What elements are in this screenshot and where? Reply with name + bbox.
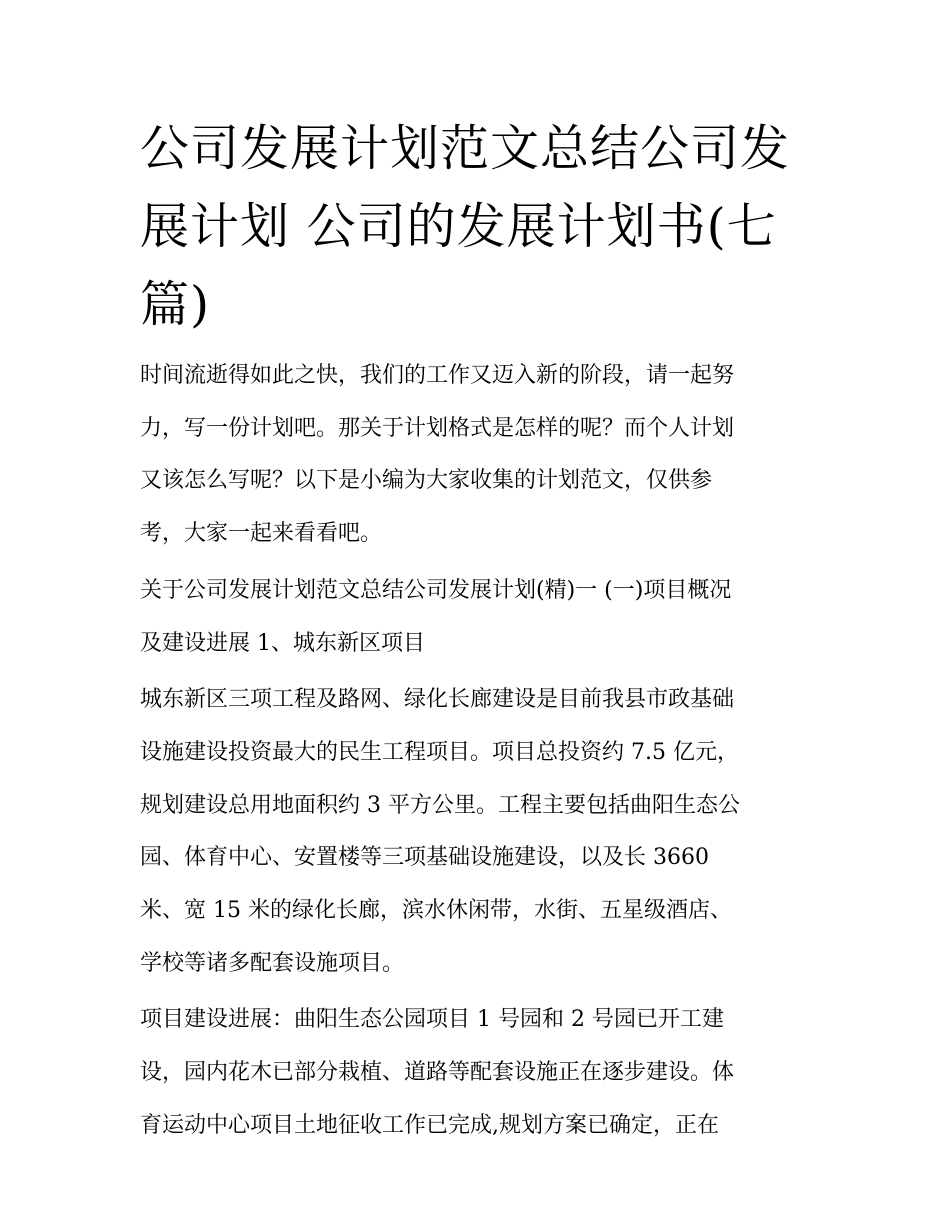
project-description-paragraph xyxy=(140,674,830,990)
text-line: 园、体育中心、安置楼等三项基础设施建设，以及长 3660 xyxy=(140,845,709,871)
intro-paragraph xyxy=(140,350,830,561)
text-line: 考，大家一起来看看吧。 xyxy=(140,521,383,547)
text-line: 力，写一份计划吧。那关于计划格式是怎样的呢？而个人计划 xyxy=(140,415,735,441)
text-line: 米、宽 15 米的绿化长廊，滨水休闲带，水街、五星级酒店、 xyxy=(140,898,732,924)
text-line: 城东新区三项工程及路网、绿化长廊建设是目前我县市政基础 xyxy=(140,687,735,713)
title-line: 展计划 公司的发展计划书(七 xyxy=(140,198,777,255)
section-heading-paragraph xyxy=(140,565,830,670)
page-title xyxy=(140,110,820,344)
text-line: 育运动中心项目土地征收工作已完成,规划方案已确定，正在 xyxy=(140,1112,719,1138)
title-line: 公司发展计划范文总结公司发 xyxy=(140,120,791,177)
text-line: 时间流逝得如此之快，我们的工作又迈入新的阶段，请一起努 xyxy=(140,363,735,388)
document-body xyxy=(140,350,830,1157)
text-line: 学校等诸多配套设施项目。 xyxy=(140,950,405,976)
title-line: 篇) xyxy=(140,276,211,333)
text-line: 关于公司发展计划范文总结公司发展计划(精)一 (一)项目概况 xyxy=(140,577,732,603)
text-line: 及建设进展 1、城东新区项目 xyxy=(140,630,425,656)
text-line: 设施建设投资最大的民生工程项目。项目总投资约 7.5 亿元， xyxy=(140,739,739,765)
project-progress-paragraph xyxy=(140,994,830,1152)
text-line: 规划建设总用地面积约 3 平方公里。工程主要包括曲阳生态公 xyxy=(140,792,740,818)
text-line: 设，园内花木已部分栽植、道路等配套设施正在逐步建设。体 xyxy=(140,1060,735,1086)
text-line: 项目建设进展：曲阳生态公园项目 1 号园和 2 号园已开工建 xyxy=(140,1007,724,1033)
text-line: 又该怎么写呢？以下是小编为大家收集的计划范文，仅供参 xyxy=(140,468,713,494)
